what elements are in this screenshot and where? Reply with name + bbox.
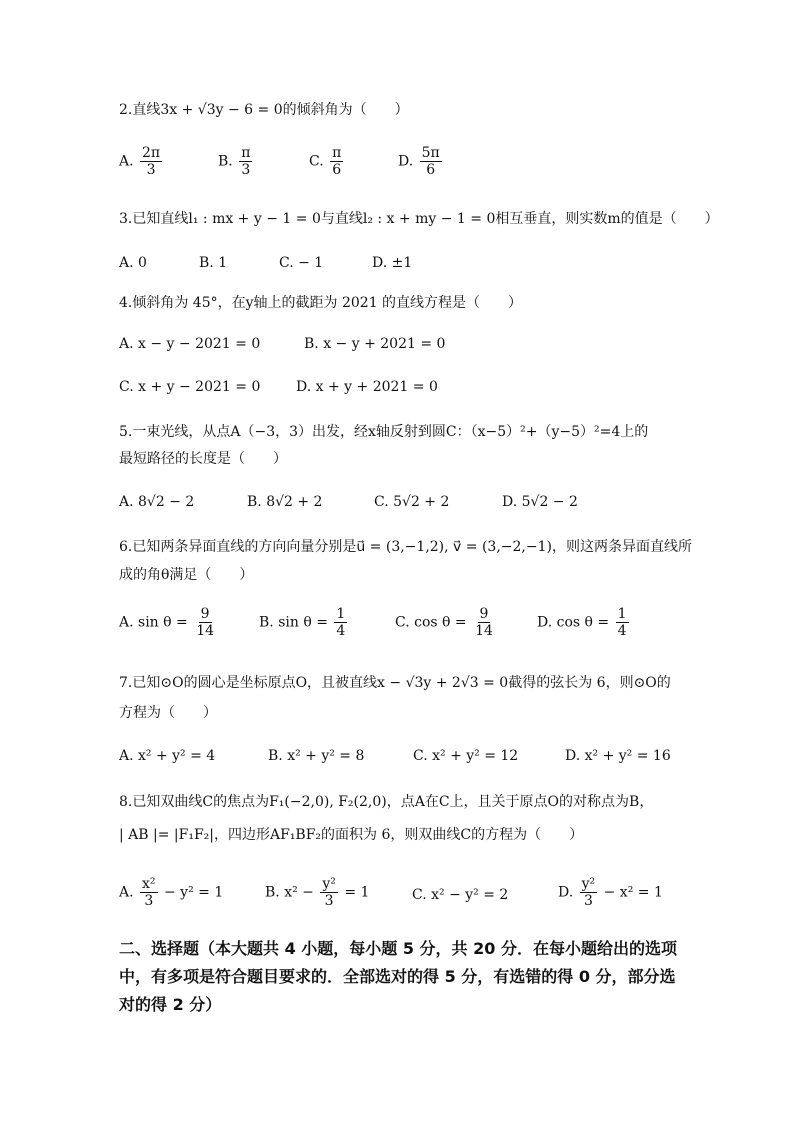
q7-stem-line-2: 方程为（ ） xyxy=(119,705,217,721)
q8-stem-line-1: 8.已知双曲线C的焦点为F₁(−2,0), F₂(2,0)，点A在C上，且关于原点O的对称点为B， xyxy=(119,794,654,810)
q6-stem-line-1: 6.已知两条异面直线的方向向量分别是u⃗ = (3,−1,2), v⃗ = (3,−2,−1)，则这两条异面直线所 xyxy=(119,539,692,555)
fraction: $\frac{2\pi}{3}$ xyxy=(142,145,161,179)
fraction: $\frac{9}{14}$ xyxy=(196,606,215,640)
q7-stem-line-1: 7.已知⊙O的圆心是坐标原点O，且被直线x − √3y + 2√3 = 0截得的弦长为 6，则⊙O的 xyxy=(119,675,671,691)
q2-option-c: C. $\frac{\pi}{6}$ xyxy=(309,145,342,179)
q8-option-c: C. x² − y² = 2 xyxy=(412,887,509,903)
q2-option-b: B. $\frac{\pi}{3}$ xyxy=(218,145,251,179)
q8-option-a: A. $\frac{\text{x²}}{3}$ − y² = 1 xyxy=(119,876,224,910)
q7-option-d: D. x² + y² = 16 xyxy=(565,748,671,764)
q8-option-d: D. $\frac{\text{y²}}{3}$ − x² = 1 xyxy=(558,876,663,910)
q3-option-d: D. ±1 xyxy=(372,255,413,271)
q3-option-c: C. − 1 xyxy=(279,255,324,271)
q2-stem: 2.直线3x + √3y − 6 = 0的倾斜角为（ ） xyxy=(119,102,409,118)
q2-option-a: A. $\frac{2\pi}{3}$ xyxy=(119,145,161,179)
q2-option-d: D. $\frac{5\pi}{6}$ xyxy=(398,145,440,179)
fraction: $\frac{5\pi}{6}$ xyxy=(421,145,440,179)
q3-stem: 3.已知直线l₁ : mx + y − 1 = 0与直线l₂ : x + my − 1 = 0相互垂直，则实数m的值是（ ） xyxy=(119,211,719,227)
q8-stem-line-2: | AB |= |F₁F₂|，四边形AF₁BF₂的面积为 6，则双曲线C的方程为（ ） xyxy=(119,827,584,843)
q7-option-b: B. x² + y² = 8 xyxy=(268,748,365,764)
q5-option-c: C. 5√2 + 2 xyxy=(374,494,450,510)
q5-stem-line-1: 5.一束光线，从点A（−3，3）出发，经x轴反射到圆C：（x−5）²+（y−5）²=4上的 xyxy=(119,424,649,440)
section-2-heading: 二、选择题（本大题共 4 小题，每小题 5 分，共 20 分．在每小题给出的选项中，有多项是符合题目要求的．全部选对的得 5 分，有选错的得 0 分，部分选对的得 2 分） xyxy=(119,939,677,1014)
fraction: $\frac{9}{14}$ xyxy=(475,606,493,640)
q6-stem-line-2: 成的角θ满足（ ） xyxy=(119,567,254,583)
q3-option-b: B. 1 xyxy=(199,255,228,271)
q5-option-d: D. 5√2 − 2 xyxy=(502,494,578,510)
fraction: $\frac{\text{x²}}{3}$ xyxy=(142,876,156,910)
q6-option-b: B. sin θ = $\frac{1}{4}$ xyxy=(259,606,346,640)
q4-option-d: D. x + y + 2021 = 0 xyxy=(296,379,438,395)
q4-option-b: B. x − y + 2021 = 0 xyxy=(304,336,446,352)
fraction: $\frac{1}{4}$ xyxy=(336,606,346,640)
q4-option-c: C. x + y − 2021 = 0 xyxy=(119,379,261,395)
fraction: $\frac{\text{y²}}{3}$ xyxy=(322,876,336,910)
q5-stem-line-2: 最短路径的长度是（ ） xyxy=(119,451,287,467)
q5-option-a: A. 8√2 − 2 xyxy=(119,494,195,510)
fraction: $\frac{\pi}{6}$ xyxy=(332,145,342,179)
q8-option-b: B. x² − $\frac{\text{y²}}{3}$ = 1 xyxy=(265,876,370,910)
fraction: $\frac{\text{y²}}{3}$ xyxy=(581,876,596,910)
q7-option-c: C. x² + y² = 12 xyxy=(413,748,519,764)
fraction: $\frac{1}{4}$ xyxy=(617,606,627,640)
q6-option-a: A. sin θ = $\frac{9}{14}$ xyxy=(119,606,215,640)
q6-option-c: C. cos θ = $\frac{9}{14}$ xyxy=(395,606,493,640)
fraction: $\frac{\pi}{3}$ xyxy=(241,145,251,179)
q7-option-a: A. x² + y² = 4 xyxy=(119,748,216,764)
q6-option-d: D. cos θ = $\frac{1}{4}$ xyxy=(537,606,627,640)
q4-stem: 4.倾斜角为 45°，在y轴上的截距为 2021 的直线方程是（ ） xyxy=(119,295,523,311)
q4-option-a: A. x − y − 2021 = 0 xyxy=(119,336,261,352)
q5-option-b: B. 8√2 + 2 xyxy=(247,494,323,510)
q3-option-a: A. 0 xyxy=(119,255,147,271)
